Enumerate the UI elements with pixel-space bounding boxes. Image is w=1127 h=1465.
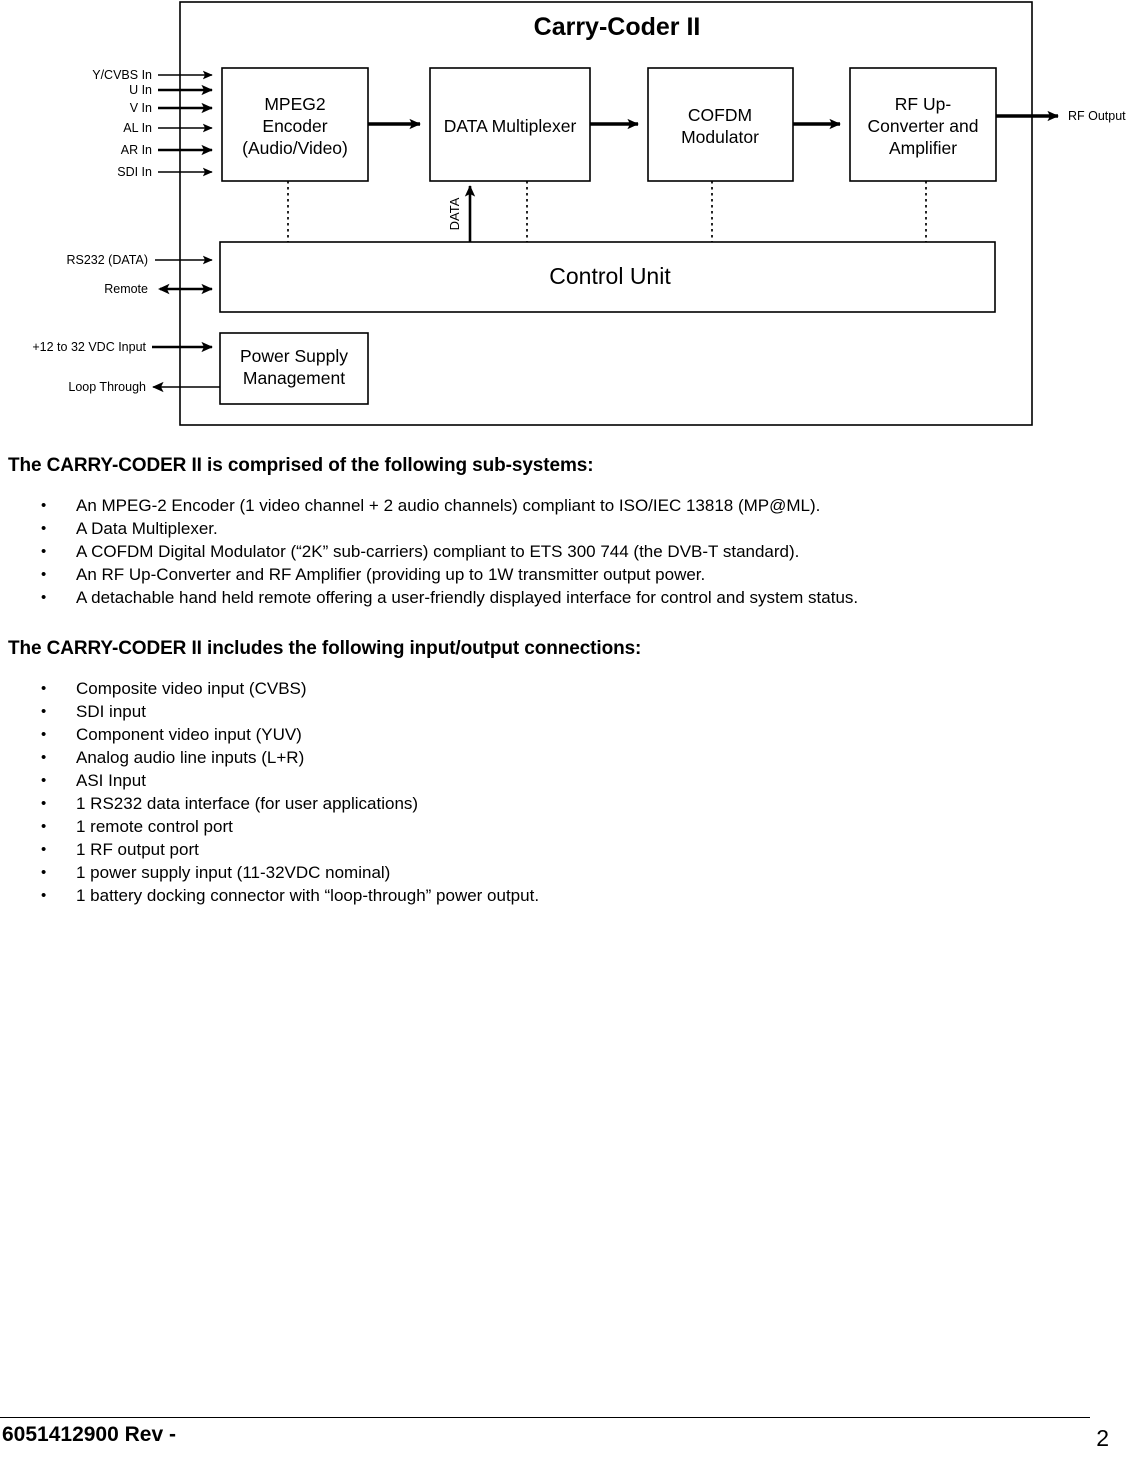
- footer-page-number: 2: [1096, 1425, 1109, 1451]
- block-psu-line-2: Management: [242, 368, 346, 388]
- bullet-icon: •: [41, 840, 47, 858]
- list-item: [0, 724, 1127, 747]
- list-item: [0, 770, 1127, 793]
- bullet-icon: •: [41, 520, 47, 537]
- list-item-label: Component video input (YUV): [76, 724, 302, 744]
- bullet-icon: •: [41, 817, 47, 835]
- input-label-ar-in: AR In: [120, 143, 152, 157]
- list-item: [0, 862, 1127, 885]
- list-item: [0, 701, 1127, 724]
- list-item: [0, 839, 1127, 862]
- list-connections: [0, 678, 1127, 908]
- bullet-icon: •: [41, 497, 47, 514]
- bullet-icon: •: [41, 771, 47, 789]
- footer-divider: [0, 1417, 1090, 1418]
- list-item: [0, 747, 1127, 770]
- list-item-label: An RF Up-Converter and RF Amplifier (providing up to 1W transmitter output power.: [76, 565, 706, 584]
- heading-connections: The CARRY-CODER II includes the following input/output connections:: [8, 637, 642, 659]
- block-cofdm-line-2: Modulator: [681, 127, 759, 147]
- block-mpeg2-line-3: (Audio/Video): [242, 138, 348, 158]
- list-item: [0, 541, 1127, 564]
- diagram-title: Carry-Coder II: [533, 13, 701, 41]
- list-item-label: A detachable hand held remote offering a user-friendly displayed interface for control and system status.: [76, 588, 859, 607]
- block-cofdm-line-1: COFDM: [687, 105, 753, 125]
- list-item-label: Analog audio line inputs (L+R): [76, 747, 305, 767]
- list-item-label: A COFDM Digital Modulator (“2K” sub-carriers) compliant to ETS 300 744 (the DVB-T standard).: [76, 542, 800, 561]
- block-mpeg2-line-2: Encoder: [262, 116, 328, 136]
- block-control-unit-label: Control Unit: [549, 263, 671, 289]
- list-item-label: 1 remote control port: [76, 816, 233, 836]
- list-item-label: SDI input: [76, 701, 146, 721]
- block-psu-line-1: Power Supply: [240, 346, 348, 366]
- page-footer: [0, 1393, 1127, 1465]
- list-item: [0, 495, 1127, 518]
- input-label-u-in: U In: [129, 83, 152, 97]
- list-item-label: 1 power supply input (11-32VDC nominal): [76, 862, 391, 882]
- block-rf-line-3: Amplifier: [888, 138, 958, 158]
- bullet-icon: •: [41, 863, 47, 881]
- list-item: [0, 793, 1127, 816]
- list-item-label: Composite video input (CVBS): [76, 678, 307, 698]
- list-item: [0, 885, 1127, 908]
- input-label-sdi-in: SDI In: [117, 165, 152, 179]
- bullet-icon: •: [41, 725, 47, 743]
- bullet-icon: •: [41, 748, 47, 766]
- input-label-y-cvbs-in: Y/CVBS In: [92, 68, 152, 82]
- document-body: [0, 455, 1127, 908]
- list-item-label: ASI Input: [76, 770, 146, 790]
- block-diagram: [0, 0, 1127, 450]
- block-mpeg2-line-1: MPEG2: [264, 94, 326, 114]
- input-label-remote: Remote: [104, 282, 148, 296]
- heading-subsystems: The CARRY-CODER II is comprised of the following sub-systems:: [8, 455, 594, 476]
- footer-document-number: 6051412900 Rev -: [2, 1423, 176, 1446]
- list-item: [0, 587, 1127, 610]
- list-item-label: 1 battery docking connector with “loop-through” power output.: [76, 885, 540, 905]
- input-label-al-in: AL In: [123, 121, 152, 135]
- bullet-icon: •: [41, 566, 47, 583]
- bullet-icon: •: [41, 679, 47, 697]
- list-item-label: A Data Multiplexer.: [76, 519, 218, 538]
- input-label-rs232-data: RS232 (DATA): [66, 253, 148, 267]
- label-rf-output: RF Output: [1068, 109, 1126, 123]
- bullet-icon: •: [41, 589, 47, 606]
- bullet-icon: •: [41, 886, 47, 904]
- list-item: [0, 564, 1127, 587]
- block-rf-line-1: RF Up-: [894, 94, 952, 114]
- block-rf-line-2: Converter and: [867, 116, 979, 136]
- input-label-vdc-input: +12 to 32 VDC Input: [32, 340, 146, 354]
- label-data-arrow: DATA: [447, 197, 462, 231]
- list-item-label: 1 RS232 data interface (for user applications): [76, 793, 419, 813]
- list-subsystems: [0, 495, 1127, 610]
- list-item: [0, 816, 1127, 839]
- bullet-icon: •: [41, 794, 47, 812]
- list-item-label: 1 RF output port: [76, 839, 199, 859]
- bullet-icon: •: [41, 702, 47, 720]
- input-label-loop-through: Loop Through: [68, 380, 146, 394]
- list-item: [0, 518, 1127, 541]
- list-item-label: An MPEG-2 Encoder (1 video channel + 2 audio channels) compliant to ISO/IEC 13818 (MP@ML).: [76, 496, 821, 515]
- input-label-v-in: V In: [129, 101, 152, 115]
- bullet-icon: •: [41, 543, 47, 560]
- list-item: [0, 678, 1127, 701]
- block-mux-line-1: DATA Multiplexer: [443, 116, 577, 136]
